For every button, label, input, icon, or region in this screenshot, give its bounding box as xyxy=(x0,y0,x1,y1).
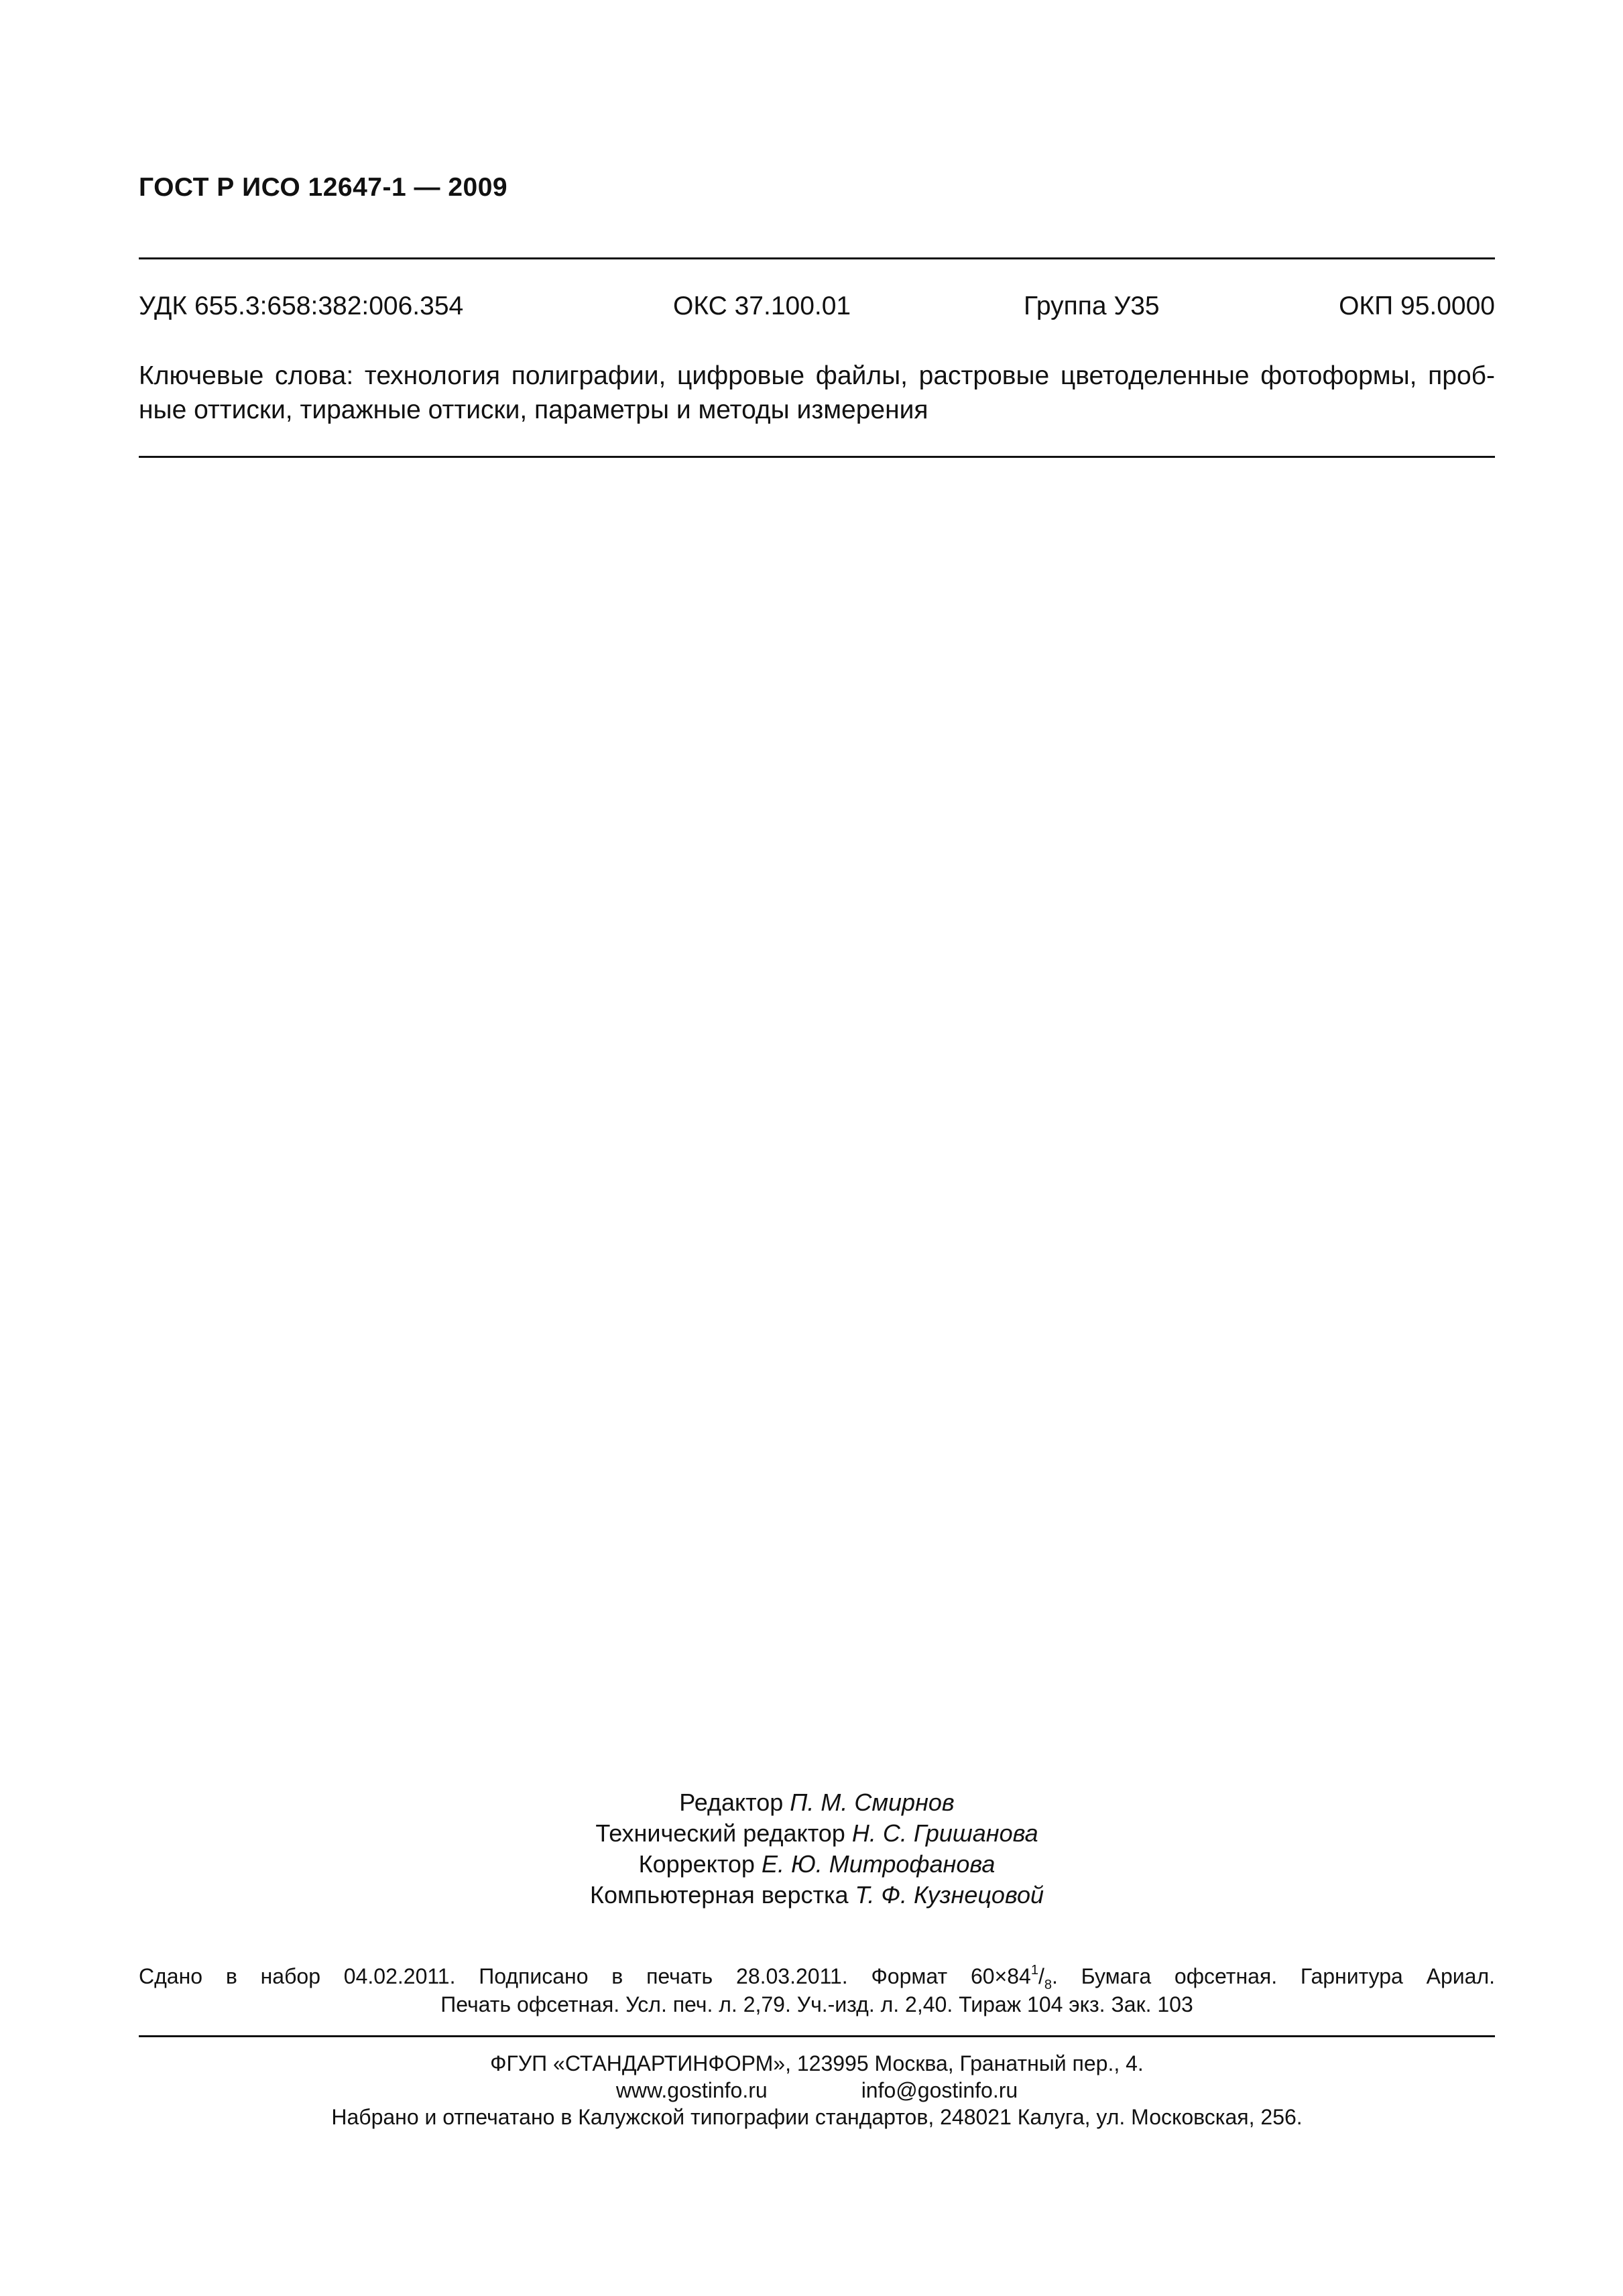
print-info-line-2: Печать офсетная. Усл. печ. л. 2,79. Уч.-изд. л. 2,40. Тираж 104 экз. Зак. 103 xyxy=(440,1992,1193,2016)
publisher-email-link[interactable]: info@gostinfo.ru xyxy=(861,2078,1018,2102)
divider-keywords xyxy=(139,456,1495,458)
credit-tech-editor xyxy=(139,1818,1495,1849)
credit-role: Технический редактор xyxy=(595,1819,845,1847)
keywords-line-2: ные оттиски, тиражные оттиски, параметры и методы измерения xyxy=(139,396,928,424)
publisher-address: ФГУП «СТАНДАРТИНФОРМ», 123995 Москва, Гранатный пер., 4. xyxy=(490,2051,1144,2075)
credit-editor xyxy=(139,1787,1495,1818)
publisher-block xyxy=(139,2050,1495,2130)
publisher-printed-at: Набрано и отпечатано в Калужской типографии стандартов, 248021 Калуга, ул. Московская, 256. xyxy=(331,2105,1303,2129)
credit-person: Е. Ю. Митрофанова xyxy=(761,1850,996,1878)
format-fraction-slash: / xyxy=(1038,1964,1044,1988)
credit-corrector xyxy=(139,1849,1495,1880)
credit-person: П. М. Смирнов xyxy=(790,1789,955,1816)
document-standard-id: ГОСТ Р ИСО 12647-1 — 2009 xyxy=(139,173,508,202)
format-fraction-denominator: 8 xyxy=(1044,1978,1052,1992)
credit-role: Корректор xyxy=(638,1850,755,1878)
print-info-submission: Сдано в набор 04.02.2011. Подписано в печать 28.03.2011. Формат 60×84 xyxy=(139,1964,1031,1988)
okp-code: ОКП 95.0000 xyxy=(1339,292,1495,320)
publisher-website-link[interactable]: www.gostinfo.ru xyxy=(615,2078,768,2102)
divider-publisher xyxy=(139,2035,1495,2037)
credit-person: Т. Ф. Кузнецовой xyxy=(855,1881,1044,1909)
credit-layout xyxy=(139,1880,1495,1911)
format-fraction-numerator: 1 xyxy=(1030,1963,1038,1978)
keywords-line-1: Ключевые слова: технология полиграфии, цифровые файлы, растровые цветоделенные фотоформы, проб- xyxy=(139,361,1495,390)
classification-row xyxy=(139,292,1495,325)
credit-role: Редактор xyxy=(679,1789,784,1816)
keywords-block xyxy=(139,359,1495,427)
credits-block xyxy=(139,1787,1495,1911)
publisher-contacts xyxy=(139,2077,1495,2104)
credit-role: Компьютерная верстка xyxy=(589,1881,849,1909)
udk-code: УДК 655.3:658:382:006.354 xyxy=(139,292,464,320)
oks-code: ОКС 37.100.01 xyxy=(673,292,851,320)
divider-top xyxy=(139,257,1495,259)
credit-person: Н. С. Гришанова xyxy=(851,1819,1038,1847)
print-info-paper: . Бумага офсетная. Гарнитура Ариал. xyxy=(1051,1964,1496,1988)
print-info-line-1 xyxy=(139,1962,1495,1990)
group-code: Группа У35 xyxy=(1024,292,1160,320)
print-info-block xyxy=(139,1962,1495,2018)
